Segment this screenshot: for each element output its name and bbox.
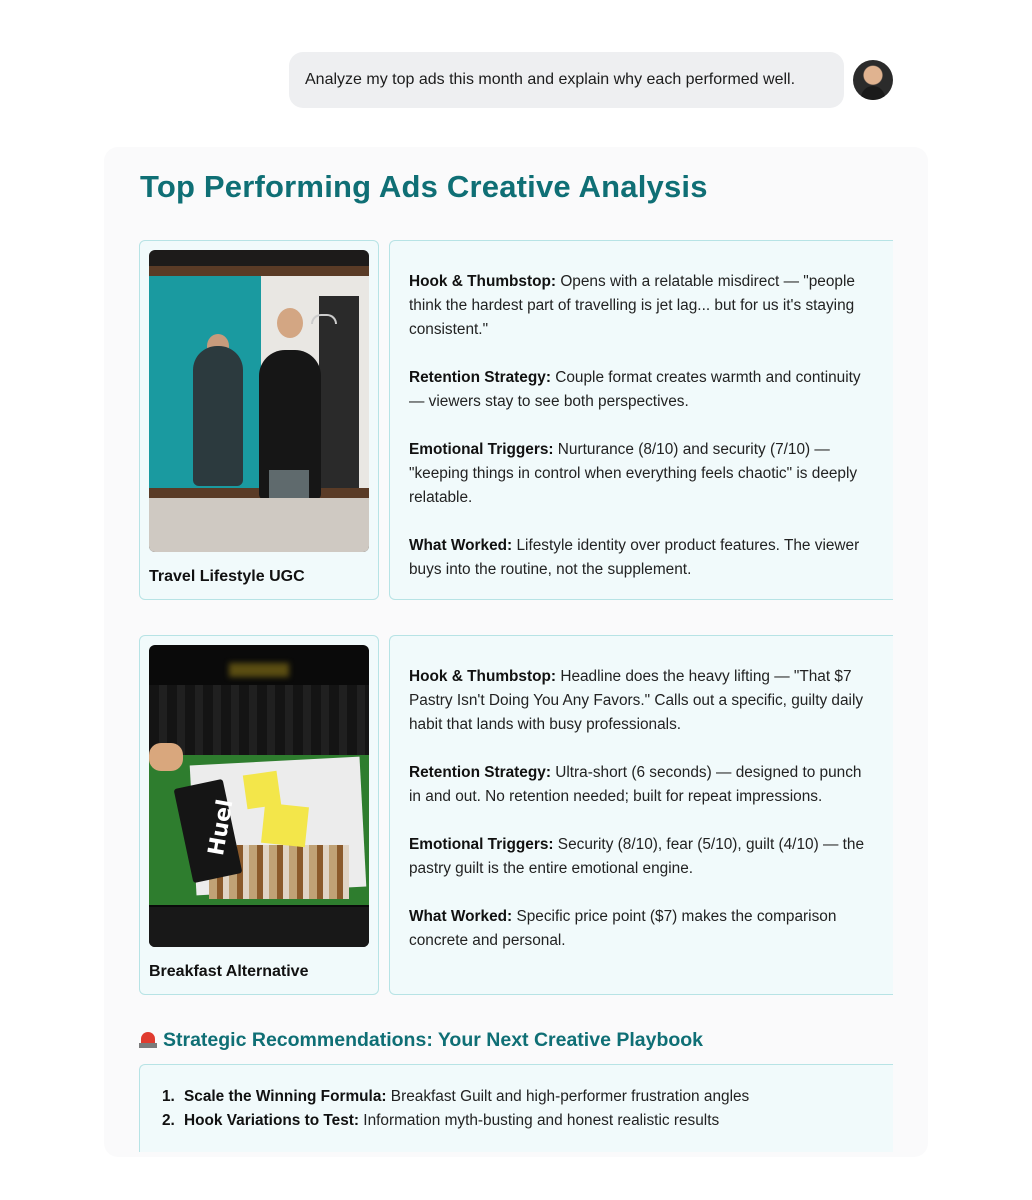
ad-thumbnail-label: Travel Lifestyle UGC [149, 568, 305, 585]
list-item: 2. Hook Variations to Test: Information myth-busting and honest realistic results [162, 1112, 720, 1129]
ad-thumbnail-image[interactable] [149, 645, 369, 947]
ad-analysis-breakfast [139, 635, 893, 995]
ad-thumbnail-image[interactable] [149, 250, 369, 552]
siren-icon [139, 1030, 157, 1048]
ad-thumbnail-panel [139, 635, 379, 995]
hanger-icon [311, 314, 337, 324]
analysis-emotional: Emotional Triggers: Nurturance (8/10) and security (7/10) — "keeping things in control when everything feels chaotic" is deeply relatable. [409, 441, 858, 506]
user-message-bubble: Analyze my top ads this month and explain why each performed well. [289, 52, 844, 108]
analysis-what-worked: What Worked: Specific price point ($7) makes the comparison concrete and personal. [409, 908, 837, 949]
analysis-hook: Hook & Thumbstop: Headline does the heavy lifting — "That $7 Pastry Isn't Doing You Any Favors." Calls out a specific, guilty daily habit that lands with busy professionals. [409, 668, 864, 733]
ad-analysis-text [389, 240, 893, 600]
analysis-retention: Retention Strategy: Couple format creates warmth and continuity — viewers stay to see both perspectives. [409, 369, 861, 410]
ad-analysis-text [389, 635, 893, 995]
analysis-emotional: Emotional Triggers: Security (8/10), fear (5/10), guilt (4/10) — the pastry guilt is the entire emotional engine. [409, 836, 865, 877]
brand-logo: Huel [204, 797, 239, 858]
recommendations-title: Strategic Recommendations: Your Next Creative Playbook [139, 1029, 703, 1052]
ad-thumbnail-label: Breakfast Alternative [149, 963, 309, 980]
ad-thumbnail-panel [139, 240, 379, 600]
ad-analysis-travel [139, 240, 893, 600]
user-avatar[interactable] [853, 60, 893, 100]
analysis-hook: Hook & Thumbstop: Opens with a relatable misdirect — "people think the hardest part of travelling is jet lag... but for us it's staying consistent." [409, 273, 855, 338]
analysis-what-worked: What Worked: Lifestyle identity over product features. The viewer buys into the routine, not the supplement. [409, 537, 860, 578]
list-item: 1. Scale the Winning Formula: Breakfast Guilt and high-performer frustration angles [162, 1088, 750, 1105]
analysis-retention: Retention Strategy: Ultra-short (6 seconds) — designed to punch in and out. No retention needed; built for repeat impressions. [409, 764, 862, 805]
response-title: Top Performing Ads Creative Analysis [140, 169, 708, 204]
response-card [104, 147, 928, 1157]
user-message-row [0, 52, 1032, 108]
recommendations-list [139, 1064, 893, 1152]
